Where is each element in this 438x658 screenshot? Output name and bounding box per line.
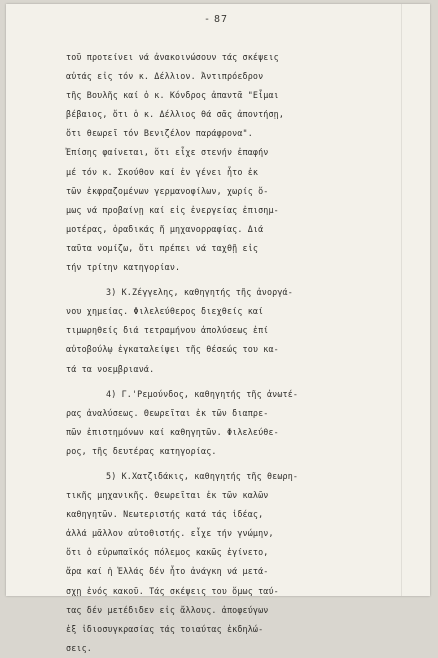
text-line: σεις. bbox=[66, 642, 92, 653]
text-line: τοῦ προτείνει νά ἀνακοινώσουν τάς σκέψεις bbox=[66, 52, 279, 62]
page-number-dash: - bbox=[204, 14, 212, 25]
text-line: τῶν ἐκφραζομένων γερμανοφίλων, χωρίς ὅ- bbox=[66, 185, 269, 196]
text-line: μέ τόν κ. Σκούθον καί ἐν γένει ἦτο ἐκ bbox=[66, 166, 259, 177]
page-number bbox=[204, 14, 228, 25]
text-line: αὐτάς εἰς τόν κ. Δέλλιον. Ἀντιπρόεδρον bbox=[66, 71, 264, 82]
text-line: 3) Κ.Ζέγγελης, καθηγητής τῆς ἀνοργά- bbox=[106, 287, 293, 298]
text-line: καθηγητῶν. Νεωτεριστής κατά τάς ἰδέας, bbox=[66, 509, 264, 520]
text-line: τῆς Βουλῆς καί ὁ κ. Κόνδρος ἀπαντᾶ "Εἶμαι bbox=[66, 90, 279, 101]
text-line: ἐξ ἰδιοσυγκρασίας τάς τοιαύτας ἐκδηλώ- bbox=[66, 623, 264, 634]
text-line: 5) Κ.Χατζιδάκις, καθηγητής τῆς θεωρη- bbox=[106, 470, 299, 481]
text-line: αὐτοβούλῳ ἐγκαταλείψει τῆς θέσεώς του κα- bbox=[66, 344, 279, 355]
text-line: 4) Γ.'Ρεμούνδος, καθηγητής τῆς ἀνωτέ- bbox=[106, 388, 299, 399]
text-line: Ἐπίσης φαίνεται, ὅτι εἶχε στενήν ἐπαφήν bbox=[66, 147, 269, 158]
text-line: τικῆς μηχανικῆς. Θεωρεῖται ἐκ τῶν καλῶν bbox=[66, 490, 269, 501]
text-line: ἀλλά μᾶλλον αὐτοθιστής. εἶχε τήν γνώμην, bbox=[66, 528, 274, 539]
text-line: βέβαιος, ὅτι ὁ κ. Δέλλιος θά σᾶς ἀποντήσῃ, bbox=[66, 109, 285, 120]
text-line: τιμωρηθείς διά τετραμήνου ἀπολύσεως ἐπί bbox=[66, 325, 269, 336]
page-number-value: 87 bbox=[214, 14, 229, 25]
text-line: σχῃ ἑνός κακοῦ. Τάς σκέψεις του ὅμως ταύ- bbox=[66, 585, 279, 596]
document-page bbox=[6, 4, 430, 653]
text-line: ὅτι θεωρεῖ τόν Βενιζέλον παράφρονα". bbox=[66, 128, 253, 139]
text-line: μως νά προβαίνῃ καί εἰς ἐνεργείας ἐπισημ- bbox=[66, 204, 279, 215]
text-line: μοτέρας, ὁραδικάς ἤ μηχανορραφίας. Διά bbox=[66, 223, 264, 234]
text-line: ρας ἀναλύσεως. Θεωρεῖται ἐκ τῶν διαπρε- bbox=[66, 407, 269, 418]
text-line: ἄρα καί ἡ Ἑλλάς δέν ἦτο ἀνάγκη νά μετά- bbox=[66, 566, 269, 577]
text-line: πῶν ἐπιστημόνων καί καθηγητῶν. Φιλελεύθε- bbox=[66, 426, 279, 437]
text-line: τας δέν μετέδιδεν εἰς ἄλλους. ἀποφεύγων bbox=[66, 604, 269, 615]
text-line: νου χημείας. Φιλελεύθερος διεχθείς καί bbox=[66, 306, 264, 317]
text-line: ὅτι ὁ εὐρωπαϊκός πόλεμος κακῶς ἐγίνετο, bbox=[66, 547, 269, 558]
body-text bbox=[66, 48, 406, 658]
text-line: τήν τρίτην κατηγορίαν. bbox=[66, 262, 181, 273]
text-line: ρος, τῆς δευτέρας κατηγορίας. bbox=[66, 445, 217, 456]
text-line: τά τα νοεμβριανά. bbox=[66, 363, 155, 374]
text-line: ταῦτα νομίζω, ὅτι πρέπει νά ταχθῇ εἰς bbox=[66, 242, 259, 253]
